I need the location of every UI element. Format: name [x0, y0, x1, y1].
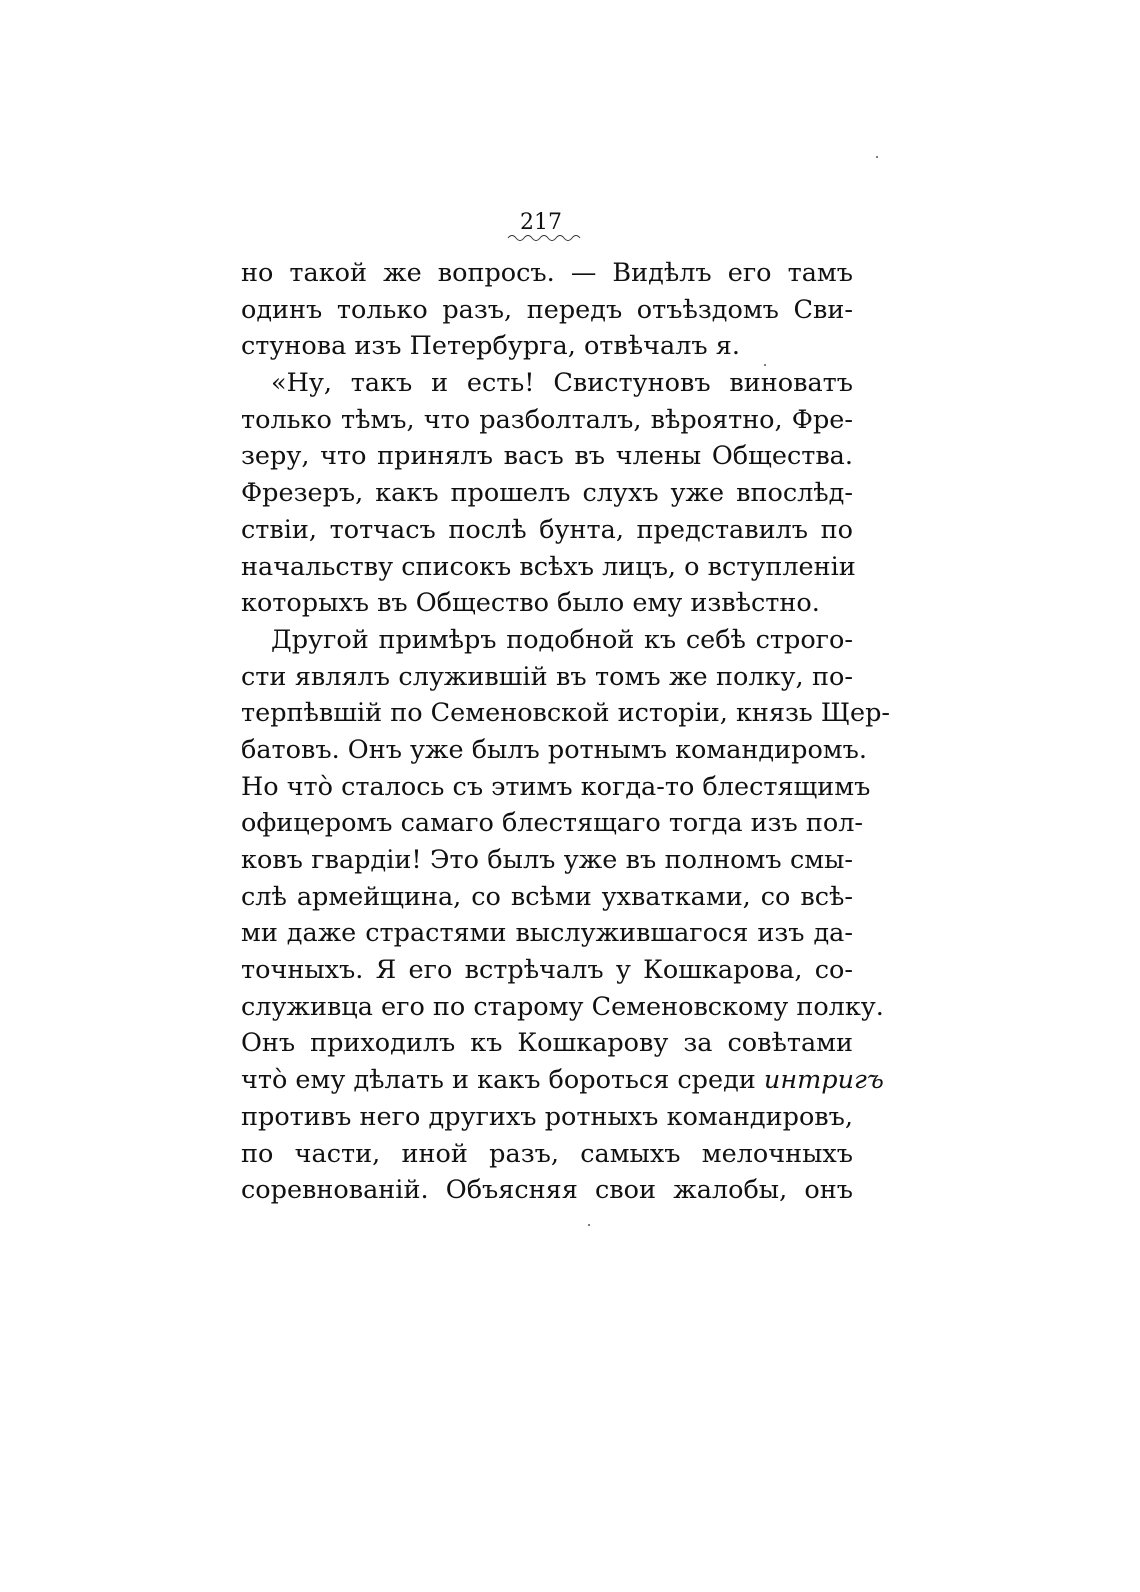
text-line: терпѣвшій по Семеновской исторіи, князь Щер- — [241, 698, 891, 729]
text-line: начальству списокъ всѣхъ лицъ, о вступленіи — [241, 551, 856, 582]
text-line: Но чтò сталось съ этимъ когда-то блестящимъ — [241, 771, 871, 802]
text-line: точныхъ. Я его встрѣчалъ у Кошкарова, со- — [241, 955, 853, 986]
text-line: сти являлъ служившій въ томъ же полку, по- — [241, 661, 853, 692]
text-line: служивца его по старому Семеновскому полку. — [241, 991, 884, 1022]
emphasized-word: интригъ — [763, 1065, 884, 1096]
text-line: ми даже страстями выслужившагося изъ да- — [241, 918, 853, 949]
scan-speck — [764, 364, 766, 366]
text-line: одинъ только разъ, передъ отъѣздомъ Сви- — [241, 294, 853, 325]
body-text — [241, 255, 891, 1209]
text-line: слѣ армейщина, со всѣми ухватками, со всѣ- — [241, 881, 853, 912]
text-line: противъ него другихъ ротныхъ командировъ, — [241, 1101, 853, 1132]
text-line: Фрезеръ, какъ прошелъ слухъ уже впослѣд- — [241, 478, 853, 509]
text-segment: чтò ему дѣлать и какъ бороться среди — [241, 1065, 756, 1096]
text-line: «Ну, такъ и есть! Свистуновъ виноватъ — [271, 368, 853, 399]
page-number: 217 — [520, 210, 562, 235]
text-line: которыхъ въ Общество было ему извѣстно. — [241, 588, 820, 619]
text-line: зеру, что принялъ васъ въ члены Общества. — [241, 441, 853, 472]
text-line: но такой же вопросъ. — Видѣлъ его тамъ — [241, 258, 853, 288]
text-line: Онъ приходилъ къ Кошкарову за совѣтами — [241, 1028, 853, 1059]
text-line: батовъ. Онъ уже былъ ротнымъ командиромъ. — [241, 734, 867, 765]
text-line: ствіи, тотчасъ послѣ бунта, представилъ по — [241, 514, 853, 545]
text-line: офицеромъ самаго блестящаго тогда изъ пол- — [241, 808, 864, 839]
text-line: стунова изъ Петербурга, отвѣчалъ я. — [241, 331, 740, 362]
text-line: ковъ гвардіи! Это былъ уже въ полномъ смы- — [241, 845, 853, 875]
text-line-with-emphasis — [241, 1062, 884, 1099]
scan-speck — [588, 1224, 590, 1226]
text-line: по части, иной разъ, самыхъ мелочныхъ — [241, 1138, 853, 1169]
text-line: только тѣмъ, что разболталъ, вѣроятно, Фре- — [241, 404, 853, 435]
text-line: Другой примѣръ подобной къ себѣ строго- — [271, 624, 853, 655]
text-line: соревнованій. Объясняя свои жалобы, онъ — [241, 1175, 853, 1206]
wavy-ornament — [508, 233, 576, 243]
scan-speck — [876, 156, 878, 158]
